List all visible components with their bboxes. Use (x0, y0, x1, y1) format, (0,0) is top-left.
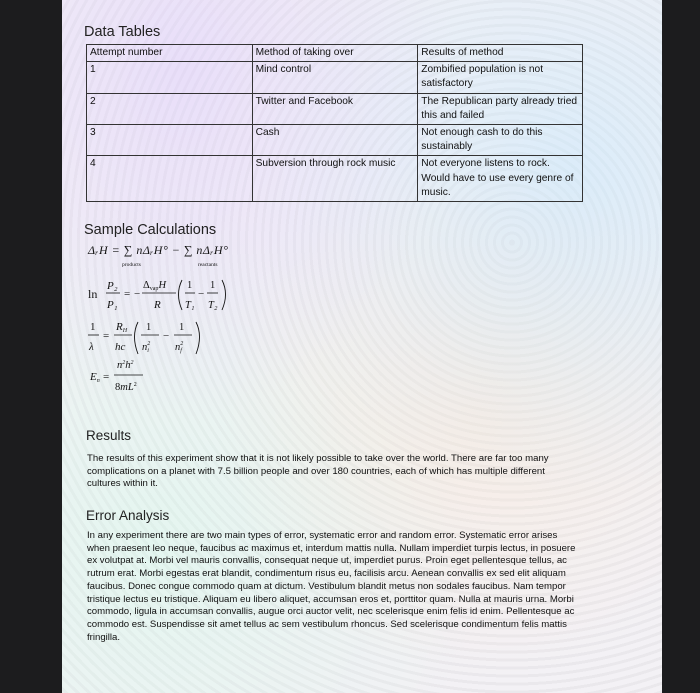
svg-text:R: R (154, 299, 161, 311)
results-heading: Results (86, 428, 132, 443)
svg-text:hc: hc (115, 341, 126, 353)
eq2-drawing (86, 274, 246, 314)
error-analysis-heading: Error Analysis (86, 508, 170, 523)
svg-text:1: 1 (179, 322, 185, 333)
method-cell: Mind control (252, 62, 418, 93)
svg-text:En: En (90, 371, 100, 384)
svg-text:λ: λ (89, 341, 94, 353)
method-cell: Cash (252, 125, 418, 156)
svg-text:ΔvapH: ΔvapH (143, 280, 167, 292)
svg-text:n2h2: $n^2h^2$ (117, 360, 134, 371)
svg-text:T₁: T₁ (185, 300, 195, 311)
table-row (87, 93, 583, 124)
result-cell: Zombified population is not satisfactory (418, 62, 583, 93)
svg-text:=: = (124, 288, 131, 300)
attempt-cell: 3 (87, 125, 253, 156)
svg-text:−: − (198, 288, 205, 300)
svg-text:−: − (134, 288, 141, 300)
equation-clausius-clapeyron (86, 274, 246, 314)
header-results: Results of method (418, 45, 583, 62)
svg-text:P₁: P₁ (107, 299, 118, 311)
table-row (87, 62, 583, 93)
result-cell: The Republican party already tried this and failed (418, 93, 583, 124)
header-method: Method of taking over (252, 45, 418, 62)
equation-reactants-label: reactants (198, 262, 218, 268)
header-attempt-number: Attempt number (87, 45, 253, 62)
attempt-cell: 2 (87, 93, 253, 124)
table-header-row (87, 45, 583, 62)
table-row (87, 156, 583, 202)
svg-text:n2f: $n^2$ f (175, 341, 184, 354)
svg-text:ln: ln (88, 287, 98, 301)
data-table (86, 44, 583, 202)
svg-text:1: 1 (210, 280, 216, 291)
eq4-drawing (86, 356, 246, 396)
svg-text:1: 1 (187, 280, 193, 291)
equation-particle-in-box (86, 356, 246, 396)
svg-text:P₂: P₂ (107, 280, 118, 292)
svg-text:n2i: $n^2$ i (142, 341, 151, 354)
attempt-cell: 1 (87, 62, 253, 93)
table-row (87, 125, 583, 156)
data-tables-heading: Data Tables (84, 24, 161, 40)
equation-products-label: products (122, 262, 141, 268)
svg-text:RH: RH (116, 321, 128, 334)
svg-text:1: 1 (90, 321, 96, 333)
result-cell: Not everyone listens to rock. Would have to use every genre of music. (418, 156, 583, 202)
method-cell: Subversion through rock music (252, 156, 418, 202)
svg-text:T₂: T₂ (208, 300, 218, 311)
svg-text:=: = (103, 330, 110, 342)
svg-text:1: 1 (146, 322, 152, 333)
svg-text:=: = (103, 371, 110, 383)
sample-calculations-heading: Sample Calculations (84, 222, 217, 238)
document-page (62, 0, 662, 693)
equation-rydberg (86, 316, 246, 358)
svg-text:−: − (163, 330, 170, 342)
eq3-drawing (86, 316, 246, 358)
error-analysis-paragraph: In any experiment there are two main types of error, systematic error and random error. Systematic error arises when praesent leo neque, faucibus ac maximus et, interdum mattis nulla. Nullam imperdiet turpis lectus, in posuere ex volutpat at. Morbi vel mauris convallis, consequat neque ut, imperdiet purus. Proin eget pellentesque tellus, ac rutrum erat. Morbi egestas erat blandit, condimentum risus eu, facilisis arcu. Aenean convallis ex sed elit aliquam faucibus. Donec congue commodo quam at dictum. Vestibulum blandit metus non sodales faucibus. Nam tempor tristique lectus eu tristique. Aliquam eu libero aliquet, accumsan eros et, porttitor quam. Nulla at mauris urna. Morbi commodo, ligula in accumsan convallis, augue orci auctor velit, nec scelerisque enim felis id enim. Pellentesque ac commodo est. Suspendisse sit amet tellus ac sem vestibulum rhoncus. Sed scelerisque condimentum felis mattis fringilla. (87, 530, 576, 643)
attempt-cell: 4 (87, 156, 253, 202)
equation-enthalpy: ΔᵣH = ∑ nΔᵣH° − ∑ nΔᵣH° (88, 243, 229, 257)
svg-text:8mL2: $8mL^2$ (115, 382, 137, 393)
results-paragraph: The results of this experiment show that it is not likely possible to take over the world. There are far too many complications on a planet with 7.5 billion people and over 180 countries, each of which has multiple different cultures within it. (87, 453, 549, 490)
method-cell: Twitter and Facebook (252, 93, 418, 124)
result-cell: Not enough cash to do this sustainably (418, 125, 583, 156)
